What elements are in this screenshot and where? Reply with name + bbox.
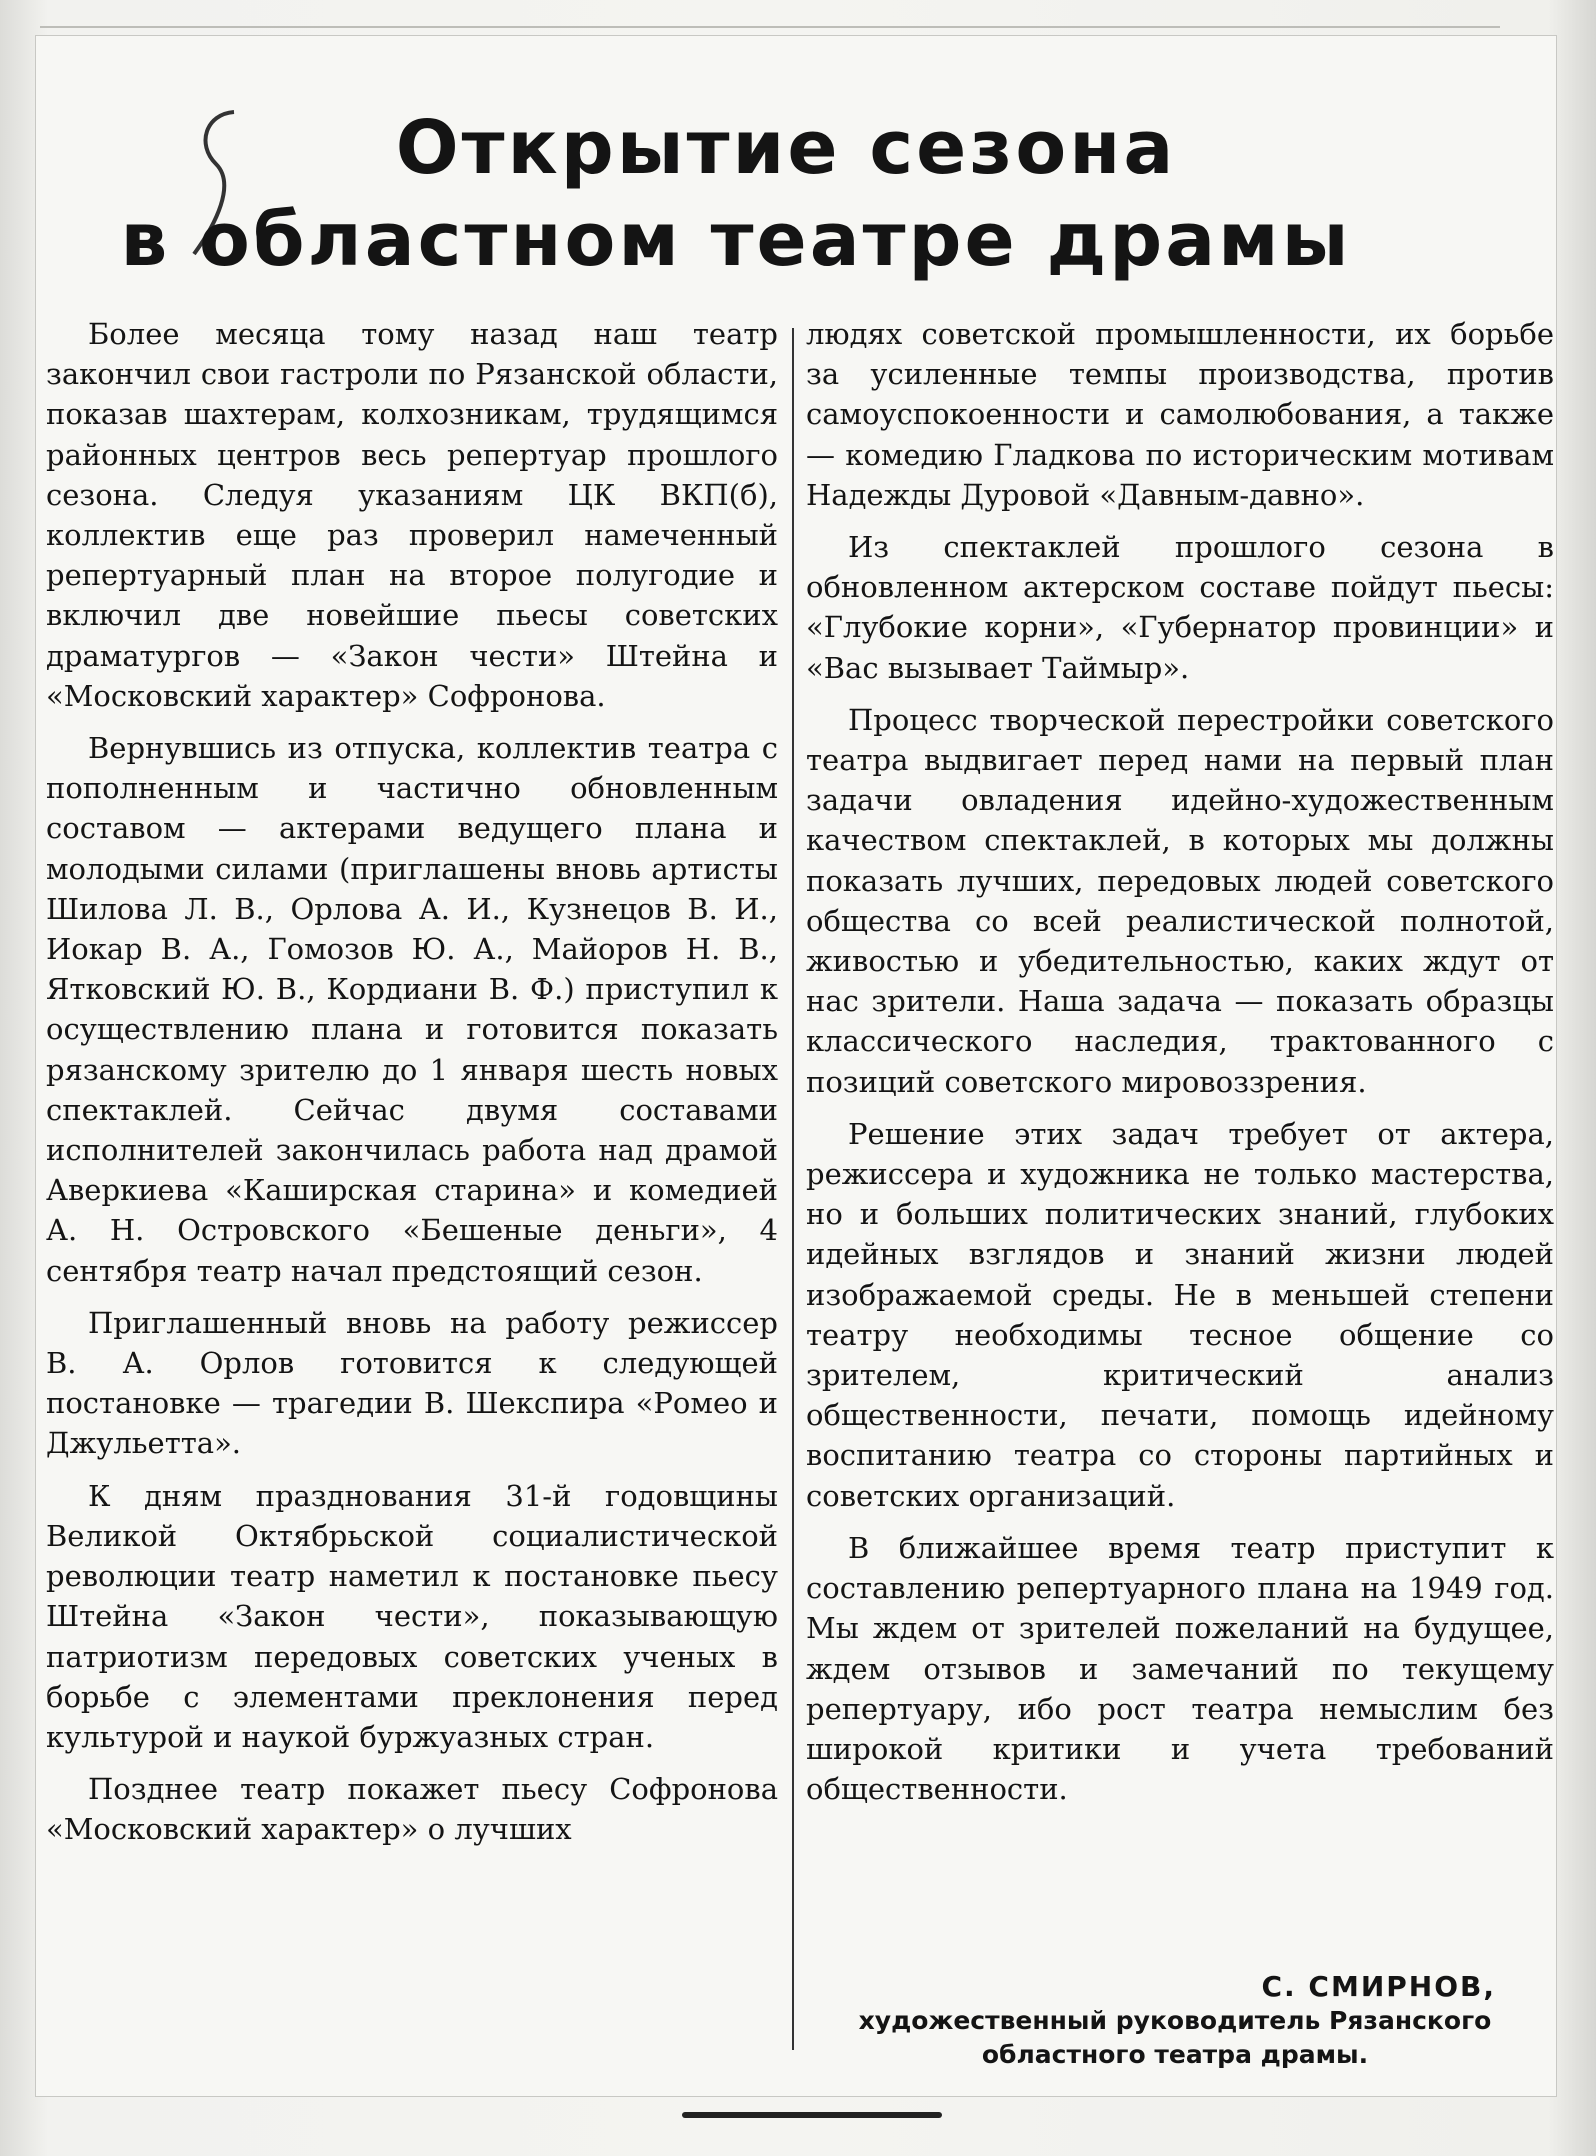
author-role: художественный руководитель Рязанского областного театра драмы. bbox=[858, 2006, 1492, 2069]
article-headline bbox=[36, 102, 1556, 286]
author-name: С. СМИРНОВ, bbox=[1261, 1970, 1496, 2003]
paragraph: Приглашенный вновь на работу режиссер В. А. Орлов готовится к следующей постановке — трагедии В. Шекспира «Ромео и Джульетта». bbox=[46, 1305, 778, 1461]
top-edge-rule bbox=[40, 26, 1500, 28]
paragraph: Решение этих задач требует от актера, режиссера и художника не только мастерства, но и больших политических знаний, глубоких идейных взглядов и знаний жизни людей изображаемой среды. Не в меньшей степени театру необходимы тесное общение со зрителем, критический анализ общественности, печати, помощь идейному воспитанию театра со стороны партийных и советских организаций. bbox=[806, 1116, 1554, 1513]
headline-line-2: в областном театре драмы bbox=[120, 197, 1352, 283]
article-column-left bbox=[46, 314, 778, 1862]
paragraph: К дням празднования 31-й годовщины Великой Октябрьской социалистической революции театр наметил к постановке пьесу Штейна «Закон чести», показывающую патриотизм передовых советских ученых в борьбе с элементами преклонения перед культурой и наукой буржуазных стран. bbox=[46, 1478, 778, 1754]
paragraph: Из спектаклей прошлого сезона в обновленном актерском составе пойдут пьесы: «Глубокие корни», «Губернатор провинции» и «Вас вызывает Таймыр». bbox=[806, 530, 1554, 685]
paragraph: Процесс творческой перестройки советского театра выдвигает перед нами на первый план задачи овладения идейно-художественным качеством спектаклей, в которых мы должны показать лучших, передовых людей советского общества со всей реалистической полнотой, живостью и убедительностью, каких ждут от нас зрители. Наша задача — показать образцы классического наследия, трактованного с позиций советского мировоззрения. bbox=[806, 702, 1554, 1099]
bottom-rule bbox=[682, 2112, 942, 2118]
paragraph: В ближайшее время театр приступит к составлению репертуарного плана на 1949 год. Мы ждем от зрителей пожеланий на будущее, ждем отзывов и замечаний по текущему репертуару, ибо рост театра немыслим без широкой критики и учета требований общественности. bbox=[806, 1530, 1554, 1807]
paragraph: людях советской промышленности, их борьбе за усиленные темпы производства, против самоуспокоенности и самолюбования, а также — комедию Гладкова по историческим мотивам Надежды Дуровой «Давным-давно». bbox=[806, 317, 1554, 512]
column-divider bbox=[792, 328, 794, 2050]
paragraph: Более месяца тому назад наш театр закончил свои гастроли по Рязанской области, показав шахтерам, колхозникам, трудящимся районных центров весь репертуар прошлого сезона. Следуя указаниям ЦК ВКП(б), коллектив еще раз проверил намеченный репертуарный план на второе полугодие и включил две новейшие пьесы советских драматургов — «Закон чести» Штейна и «Московский характер» Софронова. bbox=[46, 317, 778, 713]
paragraph: Вернувшись из отпуска, коллектив театра с пополненным и частично обновленным составом — актерами ведущего плана и молодыми силами (приглашены вновь артисты Шилова Л. В., Орлова А. И., Кузнецов В. И., Иокар В. А., Гомозов Ю. А., Майоров Н. В., Ятковский Ю. В., Кордиани В. Ф.) приступил к осуществлению плана и готовится показать рязанскому зрителю до 1 января шесть новых спектаклей. Сейчас двумя составами исполнителей закончилась работа над драмой Аверкиева «Каширская старина» и комедией А. Н. Островского «Бешеные деньги», 4 сентября театр начал предстоящий сезон. bbox=[46, 731, 778, 1288]
article-column-right bbox=[806, 314, 1554, 1821]
headline-line-1: Открытие сезона bbox=[395, 105, 1177, 191]
article-clipping bbox=[36, 36, 1556, 2096]
paragraph: Позднее театр покажет пьесу Софронова «Московский характер» о лучших bbox=[46, 1772, 778, 1847]
author-signature bbox=[810, 1970, 1540, 2072]
